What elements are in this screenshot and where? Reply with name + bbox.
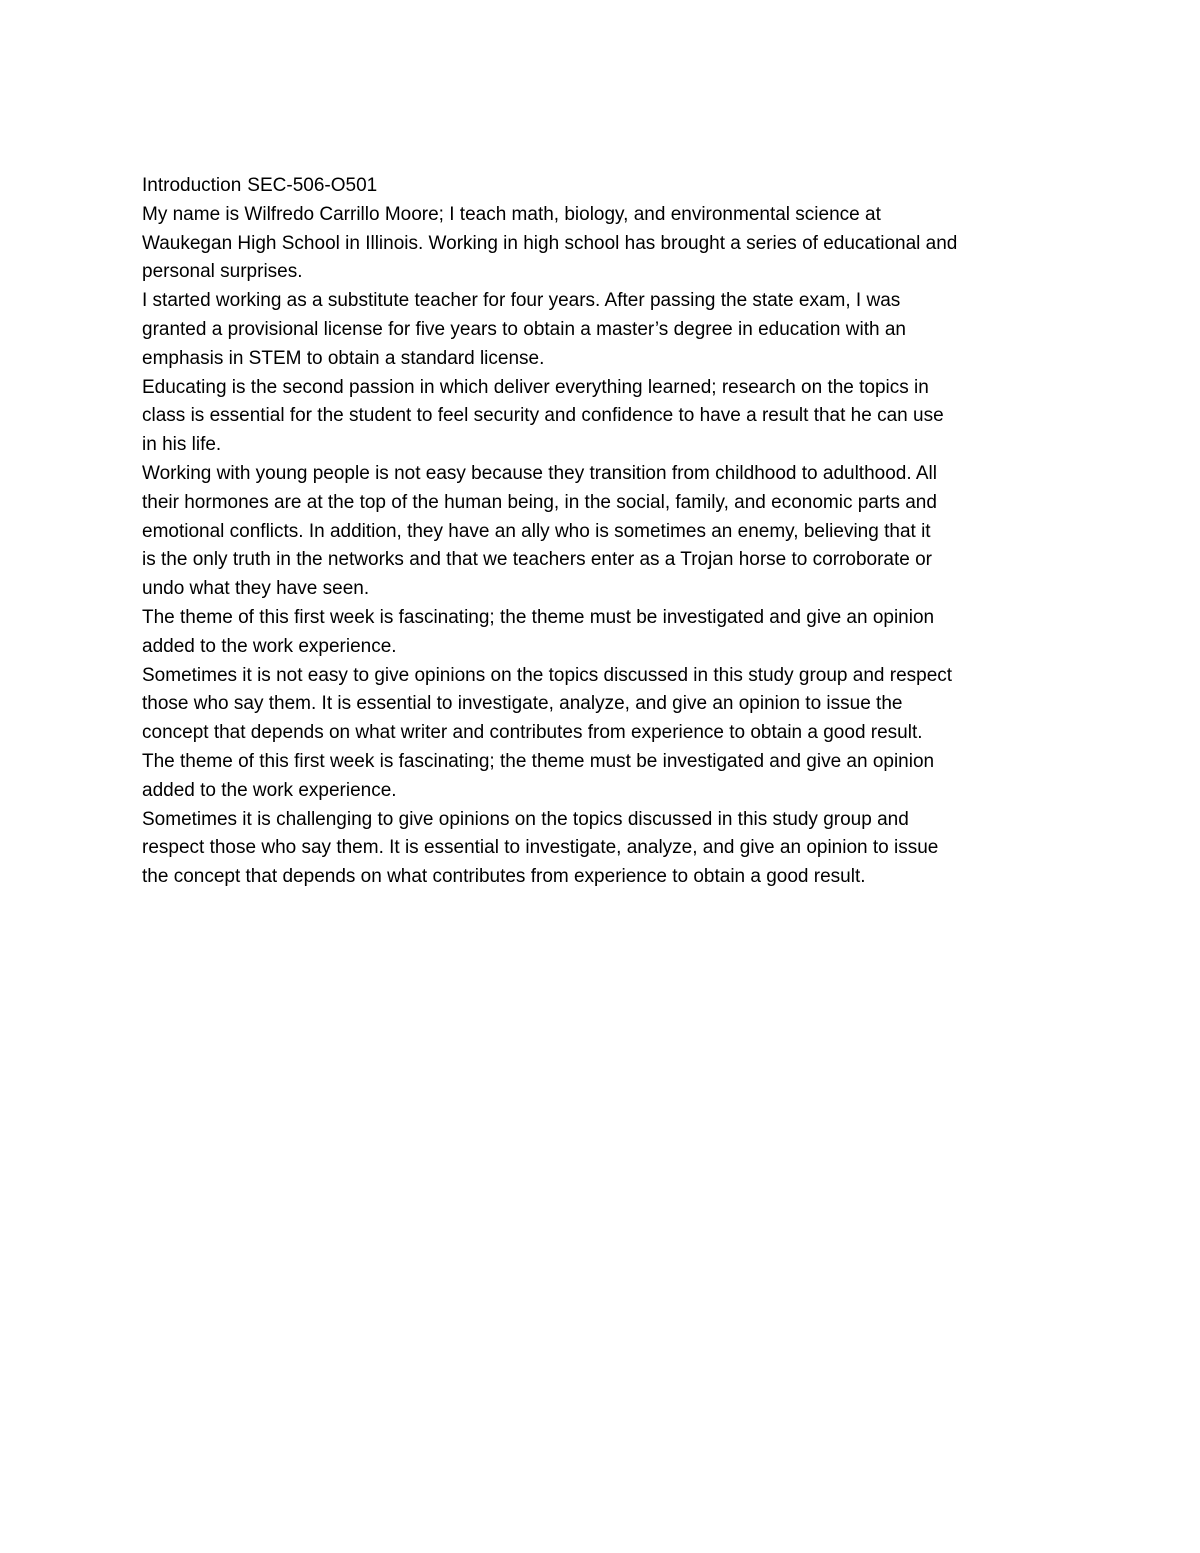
paragraph-line: The theme of this first week is fascinating; the theme must be investigated and give an opinion: [142, 750, 935, 772]
paragraph-line: added to the work experience.: [142, 635, 397, 657]
paragraph-line: emphasis in STEM to obtain a standard license.: [142, 347, 545, 369]
paragraph-line: Educating is the second passion in which deliver everything learned; research on the topics in: [142, 376, 929, 398]
paragraph-line: personal surprises.: [142, 261, 303, 283]
paragraph-line: concept that depends on what writer and contributes from experience to obtain a good result.: [142, 722, 923, 744]
paragraph-8: [142, 806, 1072, 892]
paragraph-line: emotional conflicts. In addition, they have an ally who is sometimes an enemy, believing that it: [142, 520, 931, 542]
paragraph-2: [142, 287, 1072, 373]
paragraph-line: The theme of this first week is fascinating; the theme must be investigated and give an opinion: [142, 606, 935, 628]
paragraph-line: Working with young people is not easy because they transition from childhood to adulthood. All: [142, 462, 937, 484]
paragraph-line: in his life.: [142, 434, 222, 456]
document-body: [142, 172, 1072, 892]
paragraph-line: My name is Wilfredo Carrillo Moore; I teach math, biology, and environmental science at: [142, 203, 881, 225]
paragraph-line: their hormones are at the top of the human being, in the social, family, and economic parts and: [142, 491, 937, 513]
paragraph-line: respect those who say them. It is essential to investigate, analyze, and give an opinion to issue: [142, 837, 939, 859]
paragraph-line: I started working as a substitute teacher for four years. After passing the state exam, I was: [142, 290, 901, 312]
document-heading: [142, 172, 1072, 201]
paragraph-line: class is essential for the student to feel security and confidence to have a result that he can use: [142, 405, 944, 427]
paragraph-line: granted a provisional license for five years to obtain a master’s degree in education with an: [142, 318, 906, 340]
paragraph-line: Sometimes it is not easy to give opinions on the topics discussed in this study group and respect: [142, 664, 953, 686]
paragraph-line: Waukegan High School in Illinois. Working in high school has brought a series of educational and: [142, 232, 958, 254]
paragraph-6: [142, 662, 1072, 748]
paragraph-line: added to the work experience.: [142, 779, 397, 801]
paragraph-line: is the only truth in the networks and that we teachers enter as a Trojan horse to corroborate or: [142, 549, 932, 571]
paragraph-line: the concept that depends on what contributes from experience to obtain a good result.: [142, 866, 866, 888]
paragraph-line: Sometimes it is challenging to give opinions on the topics discussed in this study group and: [142, 808, 909, 830]
paragraph-line: undo what they have seen.: [142, 578, 370, 600]
paragraph-1: [142, 201, 1072, 287]
paragraph-5: [142, 604, 1072, 662]
paragraph-4: [142, 460, 1072, 604]
paragraph-3: [142, 374, 1072, 460]
paragraph-7: [142, 748, 1072, 806]
heading-code: SEC-506-O501: [247, 175, 378, 196]
heading-title: Introduction: [142, 175, 242, 196]
paragraph-line: those who say them. It is essential to investigate, analyze, and give an opinion to issue the: [142, 693, 903, 715]
